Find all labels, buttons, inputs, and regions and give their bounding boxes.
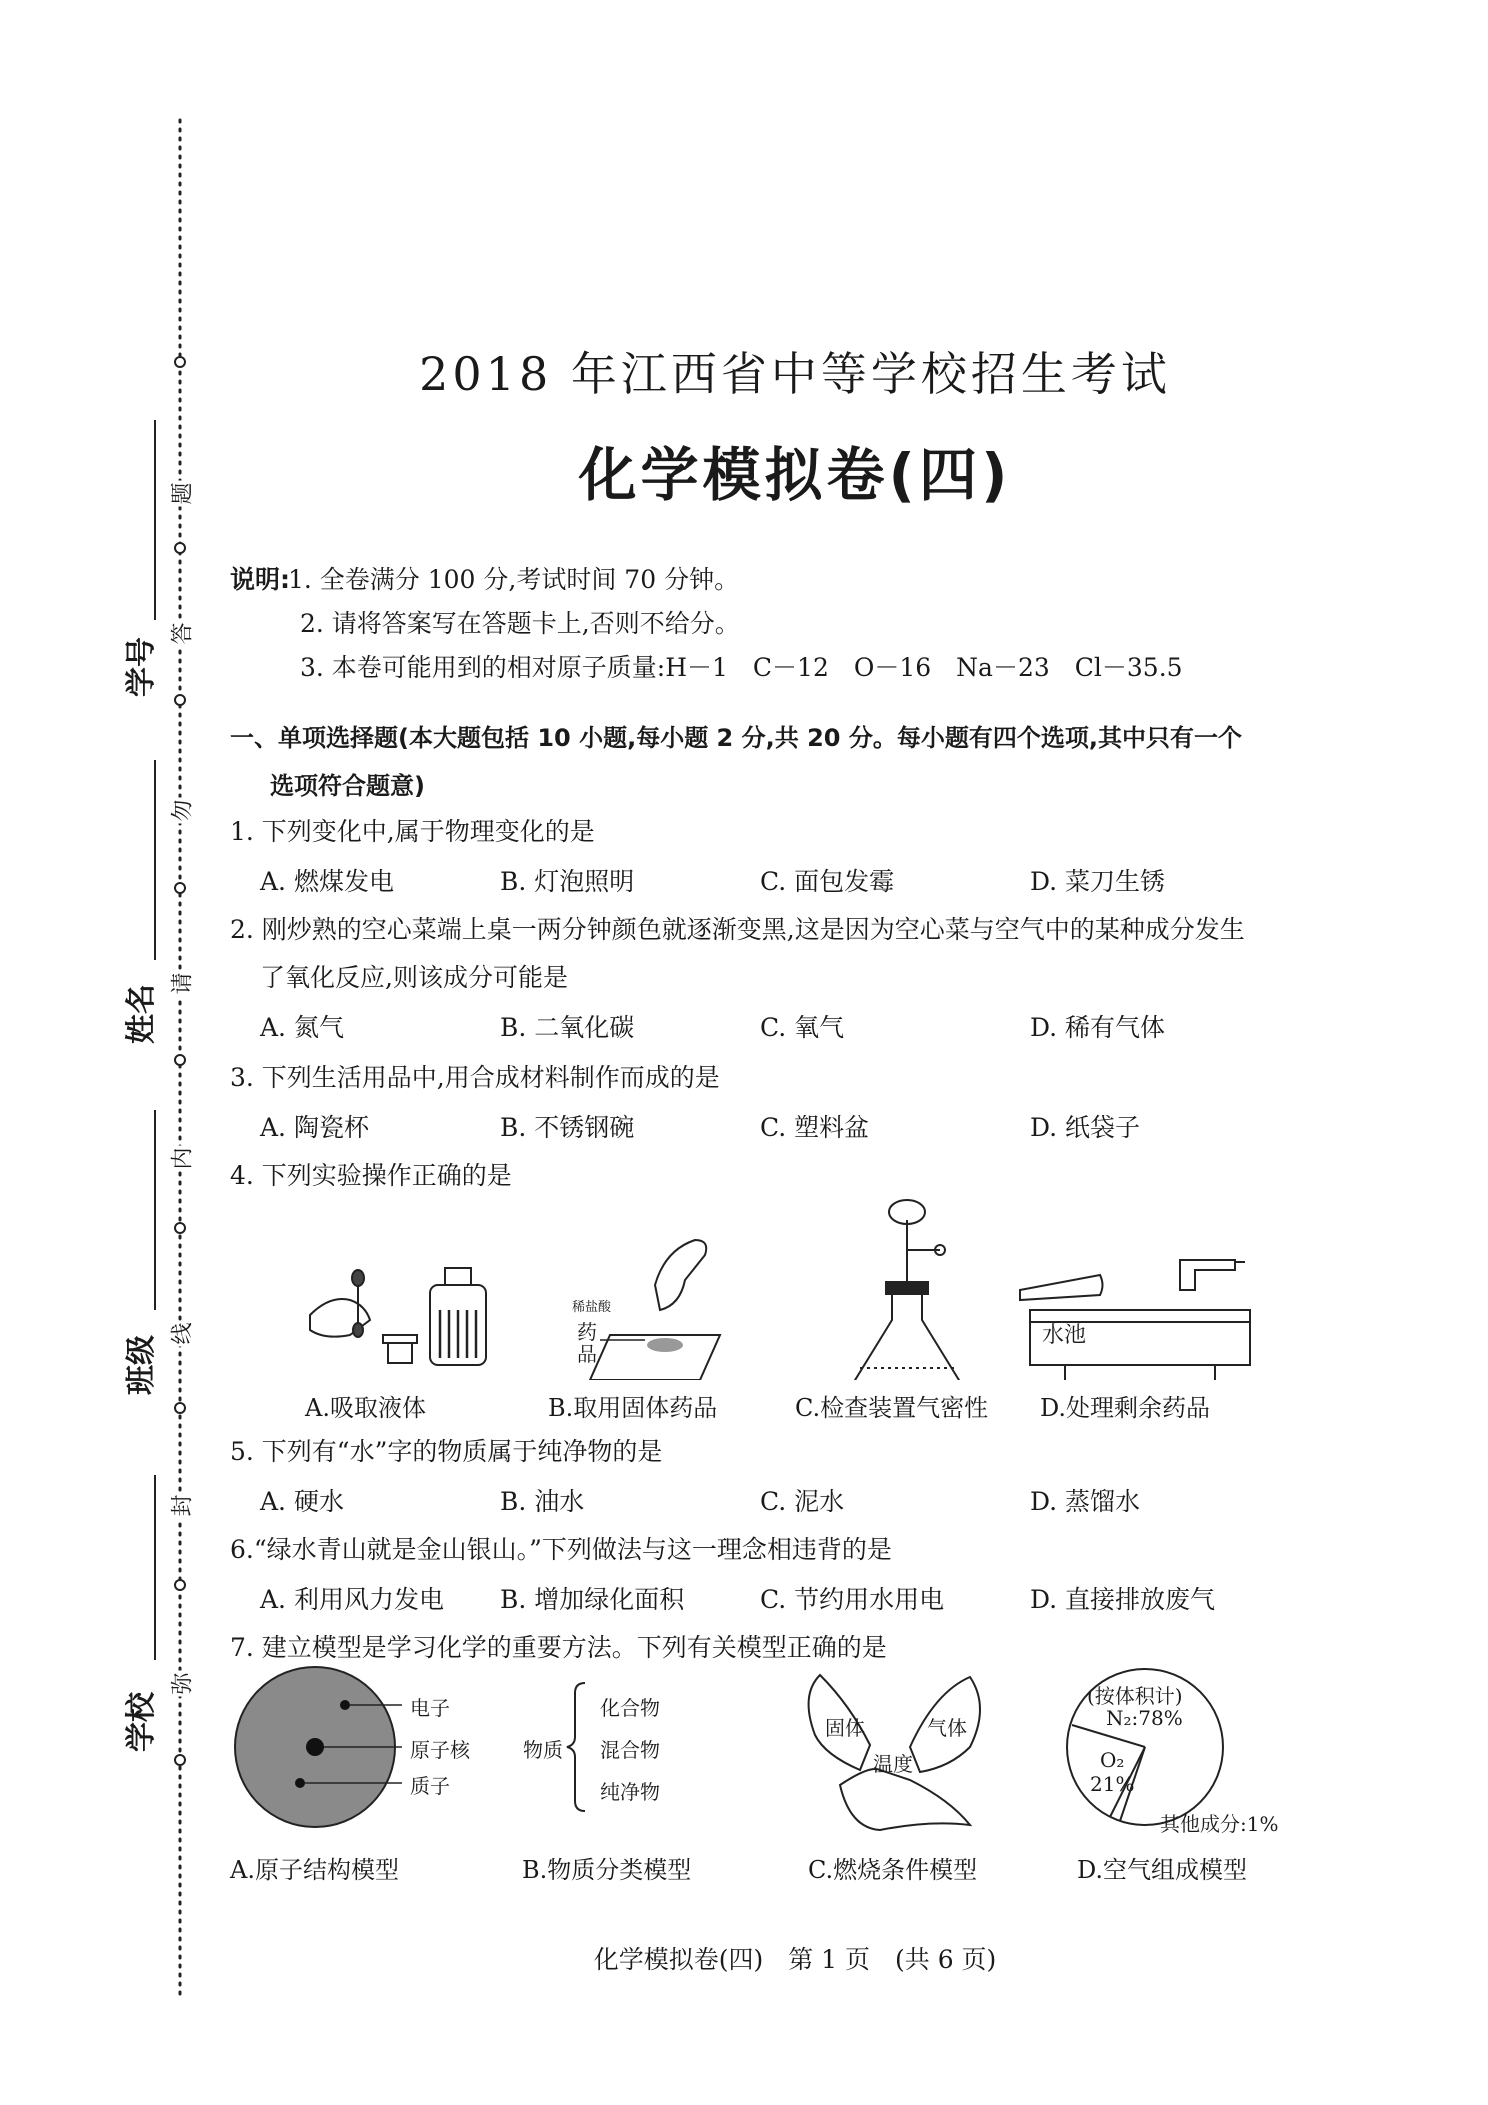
substance-label: 物质 (523, 1738, 563, 1762)
seal-char: 请 (166, 971, 197, 997)
dotted-cut-line (0, 0, 230, 2105)
option: D. 纸袋子 (1030, 1113, 1141, 1142)
option: B. 油水 (500, 1487, 585, 1516)
drug-label: 药 (577, 1320, 597, 1344)
figure-caption: A.原子结构模型 (230, 1856, 399, 1884)
seal-char: 封 (166, 1493, 197, 1519)
lab-operations-illustration (300, 1190, 1300, 1380)
air-note-label: (按体积计) (1087, 1684, 1183, 1708)
section-heading-cont: 选项符合题意) (270, 772, 425, 800)
question-stem: 2. 刚炒熟的空心菜端上桌一两分钟颜色就逐渐变黑,这是因为空心菜与空气中的某种成分发生 (230, 915, 1245, 944)
notes-lead: 说明: (230, 565, 290, 594)
figure-caption: D.空气组成模型 (1077, 1856, 1248, 1884)
air-o2-label: O₂ (1100, 1748, 1125, 1772)
seal-char: 答 (166, 621, 197, 647)
air-other-label: 其他成分:1% (1160, 1812, 1279, 1836)
seal-char: 弥 (166, 1671, 197, 1697)
figure-caption: C.燃烧条件模型 (808, 1856, 978, 1884)
option: C. 氧气 (760, 1013, 845, 1042)
dropper-hand-icon (310, 1270, 417, 1363)
fire-solid-label: 固体 (825, 1716, 865, 1740)
seal-char: 勿 (166, 798, 197, 824)
option: A. 氮气 (260, 1013, 344, 1042)
air-n2-label: N₂:78% (1106, 1706, 1183, 1730)
classification-item: 混合物 (600, 1738, 660, 1762)
option: C. 面包发霉 (760, 867, 895, 896)
page-footer: 化学模拟卷(四) 第 1 页 (共 6 页) (593, 1945, 997, 1974)
option: D. 稀有气体 (1030, 1013, 1166, 1042)
note-item: 2. 请将答案写在答题卡上,否则不给分。 (300, 609, 740, 638)
binding-margin (0, 0, 230, 2105)
atom-proton-label: 质子 (410, 1774, 450, 1798)
question-stem: 5. 下列有“水”字的物质属于纯净物的是 (230, 1437, 663, 1466)
student-id-label: 学号 (124, 637, 159, 697)
seal-char: 题 (166, 481, 197, 507)
note-item: 1. 全卷满分 100 分,考试时间 70 分钟。 (288, 565, 740, 594)
sink-label: 水池 (1042, 1323, 1087, 1348)
figure-caption: B.取用固体药品 (548, 1394, 718, 1422)
question-stem: 4. 下列实验操作正确的是 (230, 1161, 512, 1190)
option: A. 陶瓷杯 (260, 1113, 369, 1142)
option: C. 泥水 (760, 1487, 845, 1516)
question-stem: 3. 下列生活用品中,用合成材料制作而成的是 (230, 1063, 720, 1092)
drug-label: 品 (577, 1342, 597, 1366)
option: A. 利用风力发电 (260, 1585, 444, 1614)
air-o2-percent-label: 21% (1090, 1772, 1135, 1796)
figure-caption: A.吸取液体 (305, 1394, 426, 1422)
option: B. 灯泡照明 (500, 867, 635, 896)
section-heading: 一、单项选择题(本大题包括 10 小题,每小题 2 分,共 20 分。每小题有四个选项,其中只有一个 (230, 724, 1242, 752)
atom-electron-label: 电子 (410, 1696, 450, 1720)
option: D. 蒸馏水 (1030, 1487, 1141, 1516)
option: C. 塑料盆 (760, 1113, 870, 1142)
school-label: 学校 (124, 1692, 159, 1752)
class-label: 班级 (124, 1335, 159, 1395)
option: B. 不锈钢碗 (500, 1113, 635, 1142)
option: C. 节约用水用电 (760, 1585, 945, 1614)
atom-nucleus-label: 原子核 (410, 1738, 470, 1762)
note-item: 3. 本卷可能用到的相对原子质量:H－1 C－12 O－16 Na－23 Cl－35.5 (300, 653, 1183, 682)
option: A. 燃煤发电 (260, 867, 394, 896)
seal-char: 内 (166, 1146, 197, 1172)
option: D. 菜刀生锈 (1030, 867, 1166, 896)
figure-caption: C.检查装置气密性 (795, 1394, 989, 1422)
name-label: 姓名 (124, 984, 159, 1044)
option: D. 直接排放废气 (1030, 1585, 1216, 1614)
question-stem-cont: 了氧化反应,则该成分可能是 (260, 963, 568, 992)
option: A. 硬水 (260, 1487, 344, 1516)
exam-page (230, 0, 1360, 2105)
exam-subtitle: 化学模拟卷(四) (578, 441, 1012, 509)
bottle-label: 稀盐酸 (572, 1300, 612, 1315)
fire-gas-label: 气体 (927, 1716, 967, 1740)
option: B. 增加绿化面积 (500, 1585, 685, 1614)
exam-title: 2018 年江西省中等学校招生考试 (419, 347, 1171, 401)
question-stem: 6.“绿水青山就是金山银山。”下列做法与这一理念相违背的是 (230, 1535, 892, 1564)
question-stem: 1. 下列变化中,属于物理变化的是 (230, 817, 595, 846)
seal-char: 线 (166, 1321, 197, 1347)
question-stem: 7. 建立模型是学习化学的重要方法。下列有关模型正确的是 (230, 1633, 887, 1662)
classification-item: 纯净物 (600, 1780, 660, 1804)
flask-apparatus-icon (852, 1200, 962, 1380)
classification-item: 化合物 (600, 1696, 660, 1720)
option: B. 二氧化碳 (500, 1013, 635, 1042)
fire-temp-label: 温度 (873, 1752, 913, 1776)
classification-brace-icon (567, 1683, 585, 1811)
figure-caption: D.处理剩余药品 (1040, 1394, 1211, 1422)
figure-caption: B.物质分类模型 (522, 1856, 692, 1884)
acid-bottle-icon (430, 1268, 486, 1365)
